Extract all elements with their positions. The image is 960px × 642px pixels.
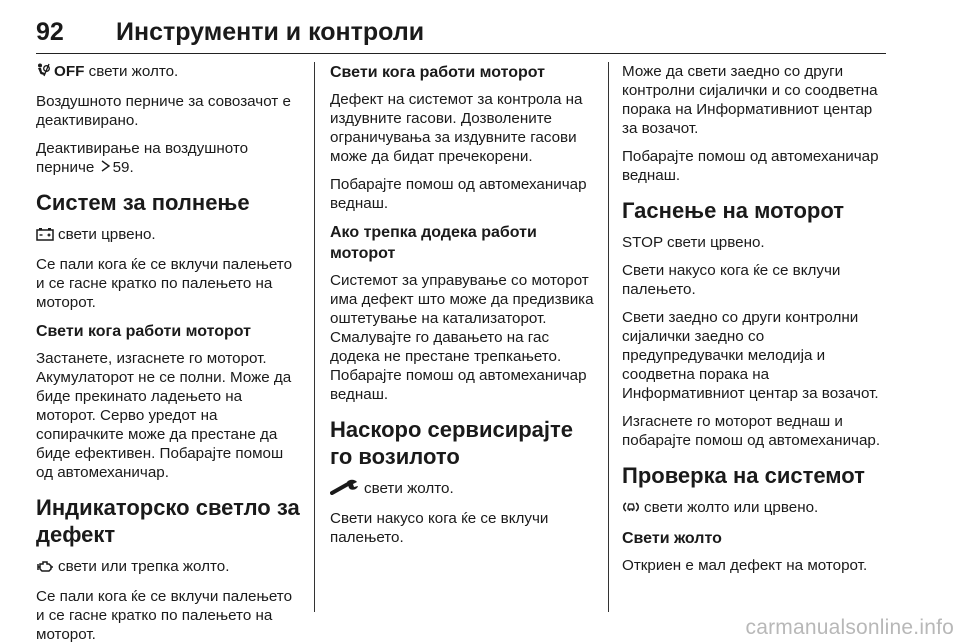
body-text: Воздушното перниче за совозачот е деактивирано. <box>36 93 291 129</box>
body-text: Побарајте помош од автомеханичар веднаш. <box>622 148 879 184</box>
page-header <box>36 14 886 54</box>
body-text: Изгаснете го моторот веднаш и побарајте помош од автомеханичар. <box>622 413 881 449</box>
body-text: Застанете, изгаснете го моторот. Акумулаторот не се полни. Може да биде прекинато ладењето на моторот. Серво уредот на сопирачките може да престане да биде ефективен. Побарајте помош од автомеханичар. <box>36 350 292 481</box>
column-divider <box>608 62 609 612</box>
body-text: свети жолто. <box>364 480 454 497</box>
engine-paragraph <box>36 557 300 578</box>
body-text: Свети накусо кога ќе се вклучи палењето. <box>622 262 841 298</box>
column-2 <box>330 62 598 556</box>
body-text: Дефект на системот за контрола на издувните гасови. Дозволените ограничувања за издувните гасови може да бидат пречекорени. <box>330 91 583 165</box>
section-heading-service: Наскоро сервисирајте го возилото <box>330 417 574 469</box>
off-label: OFF <box>54 63 85 80</box>
body-text: STOP свети црвено. <box>622 234 765 251</box>
body-text: Се пали кога ќе се вклучи палењето и се гасне кратко по палењето на моторот. <box>36 256 293 311</box>
subheading-yellow: Свети жолто <box>622 530 722 547</box>
body-text: Може да свети заедно со други контролни сијалички и со соодветна порака на Информативниот центар за возачот. <box>622 63 878 137</box>
body-text: Се пали кога ќе се вклучи палењето и се гасне кратко по палењето на моторот. <box>36 588 293 642</box>
body-text: свети или трепка жолто. <box>58 558 230 575</box>
body-text: свети црвено. <box>58 226 156 243</box>
column-3 <box>622 62 886 584</box>
body-text: свети жолто или црвено. <box>644 499 819 516</box>
column-divider <box>314 62 315 612</box>
page-number: 92 <box>36 18 64 46</box>
engine-icon <box>36 559 54 578</box>
airbag-off-icon <box>36 63 50 83</box>
section-heading-stop: Гаснење на моторот <box>622 198 844 223</box>
system-check-paragraph <box>622 498 886 519</box>
body-text: Системот за управување со моторот има дефект што може да предизвика оштетување на катализаторот. Смалувајте го давањето на гас додека не престане трепкањето. Побарајте помош од автомеханичар веднаш. <box>330 272 594 403</box>
battery-paragraph <box>36 225 300 246</box>
subheading-engine-running: Свети кога работи моторот <box>36 323 251 340</box>
off-text: свети жолто. <box>84 63 179 80</box>
section-heading-check: Проверка на системот <box>622 463 865 488</box>
body-text: Откриен е мал дефект на моторот. <box>622 557 868 574</box>
section-heading-charging: Систем за полнење <box>36 190 250 215</box>
body-text: Побарајте помош од автомеханичар веднаш. <box>330 176 587 212</box>
wrench-icon <box>330 479 360 500</box>
airbag-off-paragraph <box>36 62 300 83</box>
subheading-flashing: Ако трепка додека работи моторот <box>330 224 537 262</box>
system-check-icon <box>622 500 640 519</box>
page-reference-link[interactable]: 59. <box>112 159 134 176</box>
body-text: Свети накусо кога ќе се вклучи палењето. <box>330 510 549 546</box>
section-heading-malfunction: Индикаторско светло за дефект <box>36 495 300 547</box>
column-1 <box>36 62 300 642</box>
reference-arrow-icon <box>101 158 111 177</box>
running-title: Инструменти и контроли <box>116 18 425 46</box>
watermark: carmanualsonline.info <box>745 616 954 639</box>
body-text: Деактивирање на воздушното перниче <box>36 140 249 176</box>
wrench-paragraph <box>330 479 598 500</box>
battery-icon <box>36 227 54 246</box>
body-text: Свети заедно со други контролни сијалички заедно со предупредувачки мелодија и соодветна порака на Информативниот центар за возачот. <box>622 309 879 402</box>
reference-paragraph <box>36 139 300 177</box>
subheading-engine-running: Свети кога работи моторот <box>330 64 545 81</box>
